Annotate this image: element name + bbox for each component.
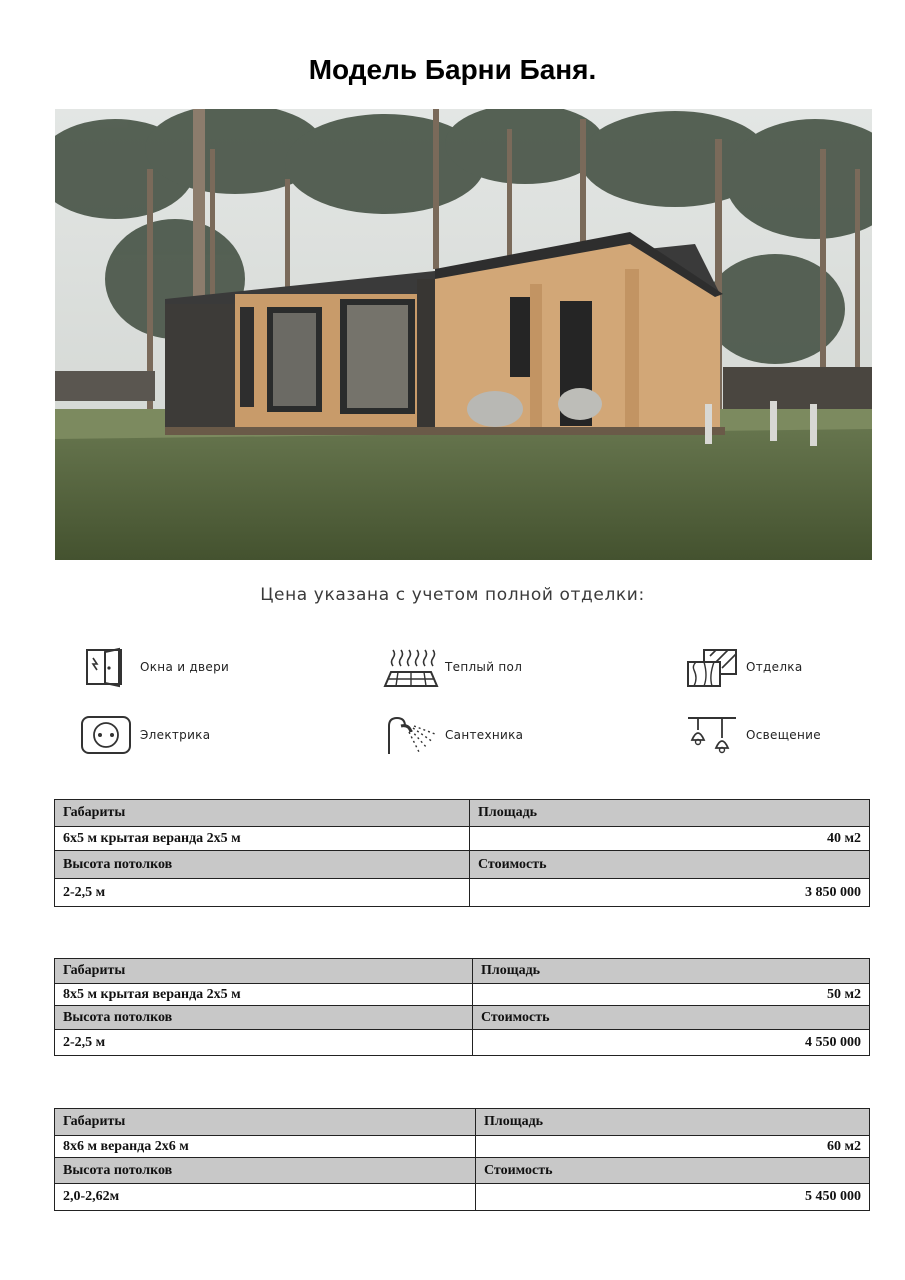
spec-table-1 [54,799,870,907]
page-title: Модель Барни Баня. [308,54,597,85]
table-row [55,879,870,907]
feature-label: Отделка [746,660,803,674]
house-photo [55,109,872,560]
feature-windows-doors [78,645,229,689]
feature-lighting [684,713,821,757]
area-value: 50 м2 [473,984,870,1006]
feature-label: Освещение [746,728,821,742]
height-value: 2-2,5 м [55,879,470,907]
socket-icon [78,713,134,757]
area-header: Площадь [473,959,870,984]
height-value: 2,0-2,62м [55,1184,476,1211]
area-value: 40 м2 [470,827,870,851]
price-note: Цена указана с учетом полной отделки: [260,585,645,605]
cost-header: Стоимость [470,851,870,879]
feature-label: Теплый пол [445,660,523,674]
cost-header: Стоимость [476,1158,870,1184]
table-row [55,984,870,1006]
area-header: Площадь [470,800,870,827]
spec-table-3 [54,1108,870,1211]
door-icon [78,645,134,689]
height-header: Высота потолков [55,1158,476,1184]
dims-header: Габариты [55,1109,476,1136]
table-row [55,1158,870,1184]
feature-label: Окна и двери [140,660,230,674]
table-row [55,1184,870,1211]
feature-label: Сантехника [445,728,524,742]
area-value: 60 м2 [476,1136,870,1158]
dims-header: Габариты [55,800,470,827]
floor-heating-icon [383,645,439,689]
height-value: 2-2,5 м [55,1030,473,1056]
table-row [55,800,870,827]
feature-finishing [684,645,803,689]
feature-floor-heating [383,645,522,689]
table-row [55,959,870,984]
area-header: Площадь [476,1109,870,1136]
dims-value: 8х6 м веранда 2х6 м [55,1136,476,1158]
table-row [55,851,870,879]
feature-plumbing [383,713,523,757]
table-row [55,1109,870,1136]
dims-value: 8х5 м крытая веранда 2х5 м [55,984,473,1006]
height-header: Высота потолков [55,851,470,879]
lamp-icon [684,713,740,757]
height-header: Высота потолков [55,1006,473,1030]
feature-electrical [78,713,210,757]
cost-header: Стоимость [473,1006,870,1030]
feature-label: Электрика [140,728,211,742]
table-row [55,1136,870,1158]
dims-header: Габариты [55,959,473,984]
table-row [55,1006,870,1030]
table-row [55,1030,870,1056]
spec-table-2 [54,958,870,1056]
shower-icon [383,713,439,757]
cost-value: 4 550 000 [473,1030,870,1056]
finishing-icon [684,645,740,689]
dims-value: 6х5 м крытая веранда 2х5 м [55,827,470,851]
cost-value: 5 450 000 [476,1184,870,1211]
table-row [55,827,870,851]
cost-value: 3 850 000 [470,879,870,907]
